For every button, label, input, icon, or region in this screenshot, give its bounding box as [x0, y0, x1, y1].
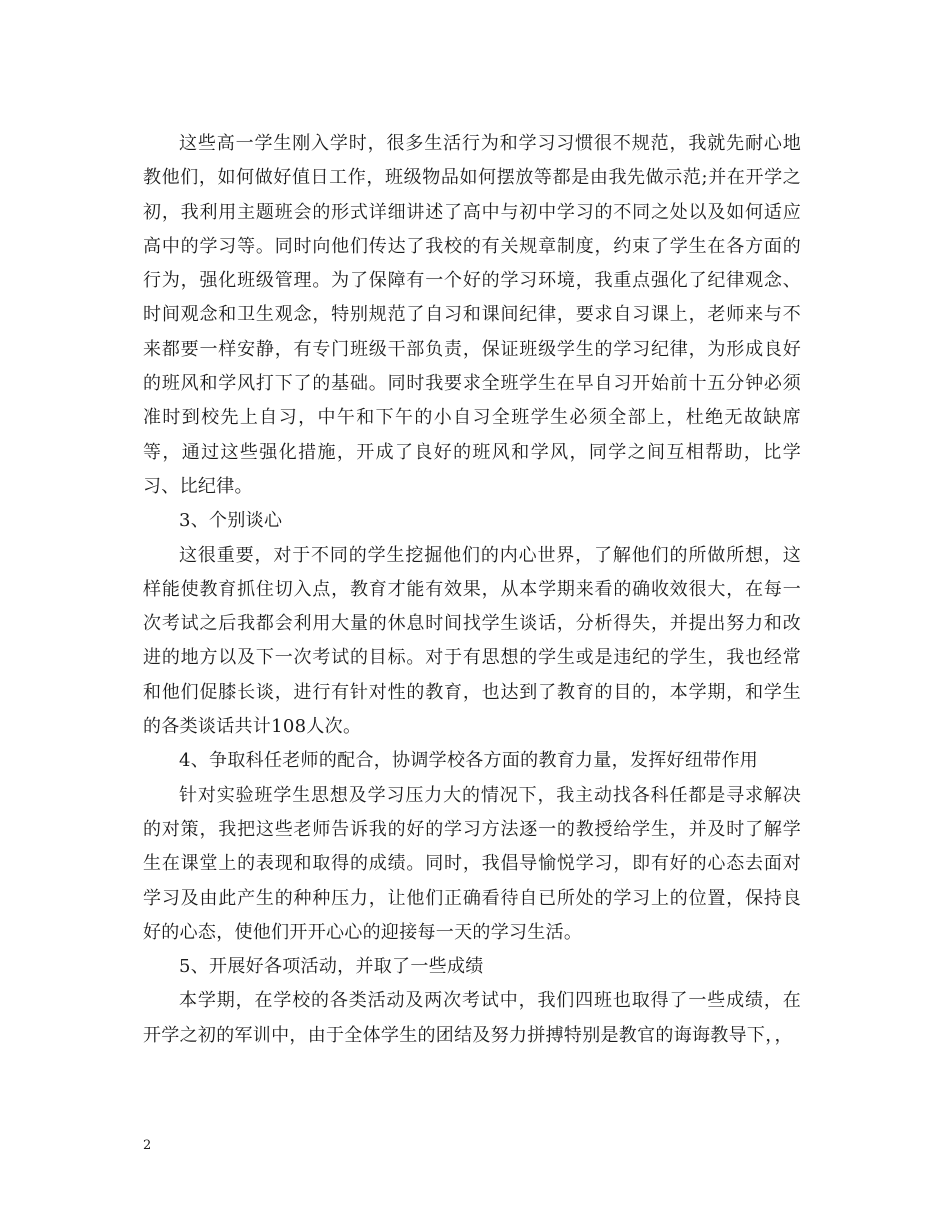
body-paragraph: 本学期，在学校的各类活动及两次考试中，我们四班也取得了一些成绩，在开学之初的军训中，由于全体学生的团结及努力拼搏特别是教官的诲诲教导下，，	[143, 990, 801, 1046]
section-heading: 4、争取科任老师的配合，协调学校各方面的教育力量，发挥好纽带作用	[179, 750, 759, 772]
body-paragraph: 针对实验班学生思想及学习压力大的情况下，我主动找各科任都是寻求解决的对策，我把这些老师告诉我的好的学习方法逐一的教授给学生，并及时了解学生在课堂上的表现和取得的成绩。同时，我倡导愉悦学习，即有好的心态去面对学习及由此产生的种种压力，让他们正确看待自已所处的学习上的位置，保持良好的心态，使他们开开心心的迎接每一天的学习生活。	[143, 784, 801, 943]
section-heading: 5、开展好各项活动，并取了一些成绩	[179, 956, 484, 978]
document-body	[143, 127, 801, 1053]
body-paragraph: 这很重要，对于不同的学生挖掘他们的内心世界，了解他们的所做所想，这样能使教育抓住切入点，教育才能有效果，从本学期来看的确收效很大，在每一次考试之后我都会利用大量的休息时间找学生谈话，分析得失，并提出努力和改进的地方以及下一次考试的目标。对于有思想的学生或是违纪的学生，我也经常和他们促膝长谈，进行有针对性的教育，也达到了教育的目的，本学期，和学生的各类谈话共计108人次。	[143, 544, 801, 738]
body-paragraph: 这些高一学生刚入学时，很多生活行为和学习习惯很不规范，我就先耐心地教他们，如何做好值日工作，班级物品如何摆放等都是由我先做示范;并在开学之初，我利用主题班会的形式详细讲述了高中与初中学习的不同之处以及如何适应高中的学习等。同时向他们传达了我校的有关规章制度，约束了学生在各方面的行为，强化班级管理。为了保障有一个好的学习环境，我重点强化了纪律观念、时间观念和卫生观念，特别规范了自习和课间纪律，要求自习课上，老师来与不来都要一样安静，有专门班级干部负责，保证班级学生的学习纪律，为形成良好的班风和学风打下了的基础。同时我要求全班学生在早自习开始前十五分钟必须准时到校先上自习，中午和下午的小自习全班学生必须全部上，杜绝无故缺席等，通过这些强化措施，开成了良好的班风和学风，同学之间互相帮助，比学习、比纪律。	[143, 133, 801, 497]
section-heading: 3、个别谈心	[179, 510, 283, 532]
page-number: 2	[143, 1138, 152, 1153]
